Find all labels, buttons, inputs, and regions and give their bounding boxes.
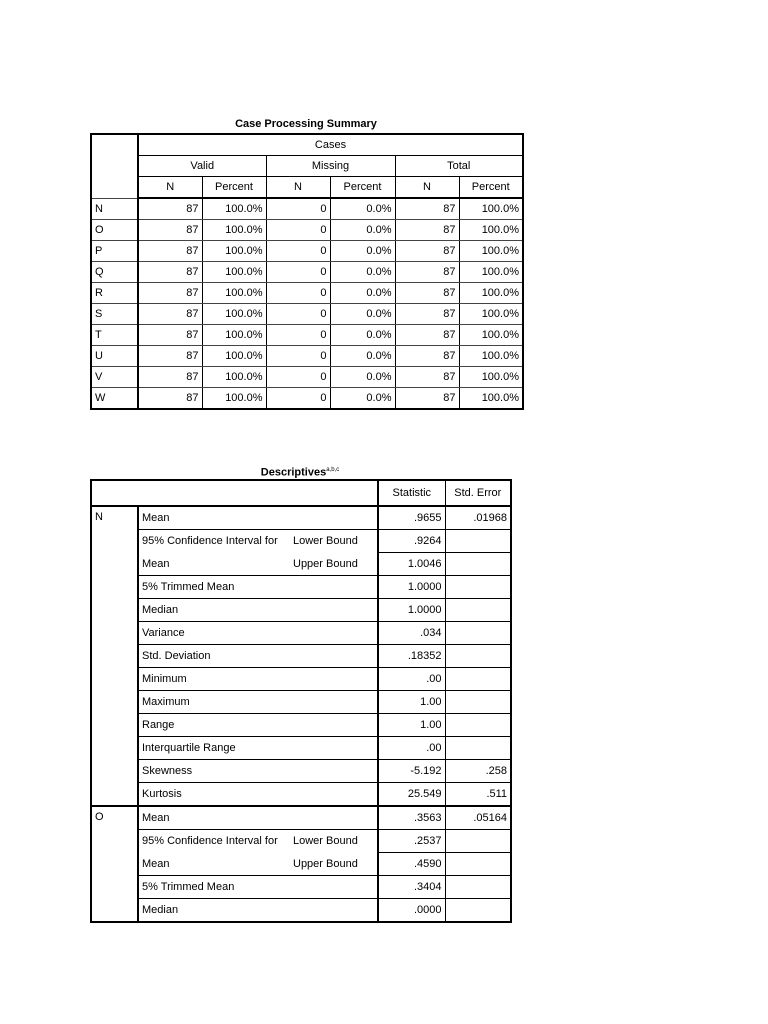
statistic-name: 5% Trimmed Mean bbox=[138, 576, 290, 599]
statistic-value: 1.0046 bbox=[378, 553, 445, 576]
table-cell: 100.0% bbox=[202, 198, 266, 220]
table-cell: 0.0% bbox=[330, 220, 395, 241]
statistic-value: .18352 bbox=[378, 645, 445, 668]
statistic-name: Maximum bbox=[138, 691, 290, 714]
cps-body bbox=[91, 198, 523, 409]
table-row bbox=[91, 304, 523, 325]
descriptives-body bbox=[91, 480, 511, 922]
table-row bbox=[91, 241, 523, 262]
case-processing-summary-title: Case Processing Summary bbox=[235, 118, 377, 130]
table-row bbox=[91, 506, 511, 530]
statistic-subname bbox=[290, 714, 378, 737]
table-cell: 100.0% bbox=[459, 304, 523, 325]
total-header: Total bbox=[395, 156, 523, 177]
table-row bbox=[91, 876, 511, 899]
table-cell: 0 bbox=[266, 198, 330, 220]
statistic-subname bbox=[290, 783, 378, 807]
table-cell: 0.0% bbox=[330, 241, 395, 262]
statistic-name: Mean bbox=[138, 506, 290, 530]
table-row bbox=[91, 783, 511, 807]
table-cell: 0 bbox=[266, 346, 330, 367]
statistic-name: 95% Confidence Interval for bbox=[142, 835, 278, 848]
table-cell: 100.0% bbox=[459, 367, 523, 388]
row-label: Q bbox=[91, 262, 138, 283]
statistic-value: .4590 bbox=[378, 853, 445, 876]
table-cell: 0 bbox=[266, 262, 330, 283]
table-cell: 87 bbox=[138, 325, 202, 346]
statistic-subname bbox=[290, 691, 378, 714]
statistic-subname: Lower Bound bbox=[293, 835, 358, 848]
std-error-value bbox=[445, 691, 511, 714]
table-cell: 100.0% bbox=[459, 220, 523, 241]
statistic-subname bbox=[290, 576, 378, 599]
table-row bbox=[91, 853, 511, 876]
statistic-subname: Upper Bound bbox=[290, 553, 378, 576]
table-cell: 0.0% bbox=[330, 283, 395, 304]
table-cell: 87 bbox=[395, 262, 459, 283]
row-label: P bbox=[91, 241, 138, 262]
table-row bbox=[91, 645, 511, 668]
table-cell: 100.0% bbox=[202, 367, 266, 388]
statistic-name: Skewness bbox=[138, 760, 290, 783]
table-cell: 87 bbox=[138, 283, 202, 304]
col-header: Percent bbox=[202, 177, 266, 199]
valid-header: Valid bbox=[138, 156, 266, 177]
std-error-value bbox=[445, 622, 511, 645]
table-row bbox=[91, 220, 523, 241]
table-cell: 100.0% bbox=[202, 325, 266, 346]
row-label: V bbox=[91, 367, 138, 388]
statistic-name: Interquartile Range bbox=[138, 737, 290, 760]
statistic-subname bbox=[290, 806, 378, 830]
table-row bbox=[91, 622, 511, 645]
table-row bbox=[91, 737, 511, 760]
statistic-subname bbox=[290, 599, 378, 622]
table-cell: 100.0% bbox=[459, 198, 523, 220]
table-cell: 100.0% bbox=[459, 283, 523, 304]
statistic-name: Kurtosis bbox=[138, 783, 290, 807]
table-cell: 100.0% bbox=[202, 262, 266, 283]
table-cell: 87 bbox=[138, 220, 202, 241]
statistic-name: Mean bbox=[138, 553, 290, 576]
table-cell: 0 bbox=[266, 388, 330, 410]
statistic-name: Mean bbox=[138, 806, 290, 830]
std-error-value bbox=[445, 899, 511, 923]
statistic-value: .00 bbox=[378, 737, 445, 760]
col-header: Percent bbox=[330, 177, 395, 199]
table-cell: 0.0% bbox=[330, 198, 395, 220]
std-error-value bbox=[445, 668, 511, 691]
std-error-value bbox=[445, 599, 511, 622]
statistic-value: -5.192 bbox=[378, 760, 445, 783]
table-cell: 100.0% bbox=[459, 325, 523, 346]
table-cell: 0 bbox=[266, 283, 330, 304]
row-label: U bbox=[91, 346, 138, 367]
statistic-subname bbox=[290, 737, 378, 760]
case-processing-summary-table bbox=[90, 133, 524, 410]
table-cell: 87 bbox=[395, 346, 459, 367]
table-row bbox=[91, 283, 523, 304]
statistic-value: .034 bbox=[378, 622, 445, 645]
col-header: Percent bbox=[459, 177, 523, 199]
statistic-subname: Lower Bound bbox=[293, 535, 358, 548]
std-error-value bbox=[445, 737, 511, 760]
descriptives-footnote-marks: a,b,c bbox=[326, 467, 340, 473]
statistic-subname bbox=[290, 622, 378, 645]
statistic-value: 1.00 bbox=[378, 691, 445, 714]
table-row bbox=[91, 899, 511, 923]
descriptives-title bbox=[90, 463, 510, 480]
statistic-subname bbox=[290, 760, 378, 783]
cases-header: Cases bbox=[138, 134, 523, 156]
row-label: T bbox=[91, 325, 138, 346]
statistic-subname: Upper Bound bbox=[290, 853, 378, 876]
table-row bbox=[91, 576, 511, 599]
table-row bbox=[91, 691, 511, 714]
table-cell: 0.0% bbox=[330, 304, 395, 325]
table-cell: 0 bbox=[266, 241, 330, 262]
statistic-name: Mean bbox=[138, 853, 290, 876]
table-row bbox=[91, 262, 523, 283]
table-cell: 87 bbox=[395, 304, 459, 325]
table-cell: 100.0% bbox=[459, 346, 523, 367]
table-cell: 100.0% bbox=[459, 262, 523, 283]
table-row bbox=[91, 830, 511, 853]
statistic-value: .3563 bbox=[378, 806, 445, 830]
table-row bbox=[91, 806, 511, 830]
statistic-name: Variance bbox=[138, 622, 290, 645]
table-row bbox=[91, 714, 511, 737]
col-header: N bbox=[138, 177, 202, 199]
table-cell: 100.0% bbox=[202, 388, 266, 410]
statistic-name: 95% Confidence Interval for bbox=[142, 535, 278, 548]
table-cell: 0 bbox=[266, 367, 330, 388]
table-row bbox=[91, 760, 511, 783]
table-cell: 100.0% bbox=[202, 283, 266, 304]
table-row bbox=[91, 325, 523, 346]
corner-cell bbox=[91, 134, 138, 198]
std-error-value bbox=[445, 553, 511, 576]
statistic-value: .9264 bbox=[378, 530, 445, 553]
table-cell: 87 bbox=[138, 388, 202, 410]
table-cell: 0.0% bbox=[330, 367, 395, 388]
table-cell: 0.0% bbox=[330, 262, 395, 283]
statistic-subname bbox=[290, 506, 378, 530]
statistic-value: .9655 bbox=[378, 506, 445, 530]
table-cell: 100.0% bbox=[202, 346, 266, 367]
table-cell: 87 bbox=[395, 283, 459, 304]
statistic-value: 25.549 bbox=[378, 783, 445, 807]
std-error-value: .511 bbox=[445, 783, 511, 807]
group-label: O bbox=[91, 806, 138, 922]
table-cell: 87 bbox=[138, 241, 202, 262]
descriptives-title-text: Descriptives bbox=[260, 466, 327, 479]
table-cell: 87 bbox=[138, 367, 202, 388]
group-label: N bbox=[91, 506, 138, 806]
statistic-name: Median bbox=[138, 599, 290, 622]
table-cell: 87 bbox=[395, 388, 459, 410]
descriptives-table bbox=[90, 479, 512, 923]
col-header: N bbox=[395, 177, 459, 199]
table-cell: 0.0% bbox=[330, 388, 395, 410]
table-row bbox=[91, 668, 511, 691]
std-error-value bbox=[445, 830, 511, 853]
table-cell: 100.0% bbox=[202, 241, 266, 262]
statistic-subname bbox=[290, 645, 378, 668]
table-cell: 87 bbox=[395, 198, 459, 220]
row-label: N bbox=[91, 198, 138, 220]
table-row bbox=[91, 599, 511, 622]
table-cell: 87 bbox=[138, 346, 202, 367]
table-cell: 0 bbox=[266, 220, 330, 241]
std-error-header: Std. Error bbox=[445, 480, 511, 506]
std-error-value bbox=[445, 530, 511, 553]
statistic-value: .2537 bbox=[378, 830, 445, 853]
row-label: W bbox=[91, 388, 138, 410]
descriptives-corner bbox=[91, 480, 378, 506]
statistic-subname bbox=[290, 876, 378, 899]
std-error-value: .05164 bbox=[445, 806, 511, 830]
statistic-value: .0000 bbox=[378, 899, 445, 923]
statistic-name: 5% Trimmed Mean bbox=[138, 876, 290, 899]
statistic-header: Statistic bbox=[378, 480, 445, 506]
statistic-value: 1.0000 bbox=[378, 576, 445, 599]
table-cell: 87 bbox=[138, 262, 202, 283]
table-cell: 87 bbox=[395, 220, 459, 241]
statistic-value: 1.0000 bbox=[378, 599, 445, 622]
std-error-value bbox=[445, 645, 511, 668]
std-error-value: .01968 bbox=[445, 506, 511, 530]
table-cell: 87 bbox=[138, 198, 202, 220]
row-label: O bbox=[91, 220, 138, 241]
statistic-value: 1.00 bbox=[378, 714, 445, 737]
statistic-name: Minimum bbox=[138, 668, 290, 691]
table-cell: 87 bbox=[395, 241, 459, 262]
table-row bbox=[91, 553, 511, 576]
table-cell: 87 bbox=[395, 325, 459, 346]
table-row bbox=[91, 367, 523, 388]
statistic-name: Range bbox=[138, 714, 290, 737]
table-cell: 0 bbox=[266, 304, 330, 325]
statistic-subname bbox=[290, 668, 378, 691]
std-error-value bbox=[445, 876, 511, 899]
table-row bbox=[91, 346, 523, 367]
statistic-name: Std. Deviation bbox=[138, 645, 290, 668]
std-error-value bbox=[445, 853, 511, 876]
table-cell: 0.0% bbox=[330, 325, 395, 346]
std-error-value: .258 bbox=[445, 760, 511, 783]
statistic-subname bbox=[290, 899, 378, 923]
statistic-name: Median bbox=[138, 899, 290, 923]
statistic-value: .00 bbox=[378, 668, 445, 691]
table-cell: 0 bbox=[266, 325, 330, 346]
std-error-value bbox=[445, 576, 511, 599]
row-label: R bbox=[91, 283, 138, 304]
table-cell: 100.0% bbox=[202, 220, 266, 241]
table-row bbox=[91, 388, 523, 410]
table-cell: 100.0% bbox=[459, 241, 523, 262]
table-cell: 100.0% bbox=[202, 304, 266, 325]
table-cell: 0.0% bbox=[330, 346, 395, 367]
table-row bbox=[91, 530, 511, 553]
table-cell: 100.0% bbox=[459, 388, 523, 410]
row-label: S bbox=[91, 304, 138, 325]
table-row bbox=[91, 198, 523, 220]
table-cell: 87 bbox=[395, 367, 459, 388]
table-cell: 87 bbox=[138, 304, 202, 325]
missing-header: Missing bbox=[266, 156, 395, 177]
std-error-value bbox=[445, 714, 511, 737]
statistic-value: .3404 bbox=[378, 876, 445, 899]
col-header: N bbox=[266, 177, 330, 199]
